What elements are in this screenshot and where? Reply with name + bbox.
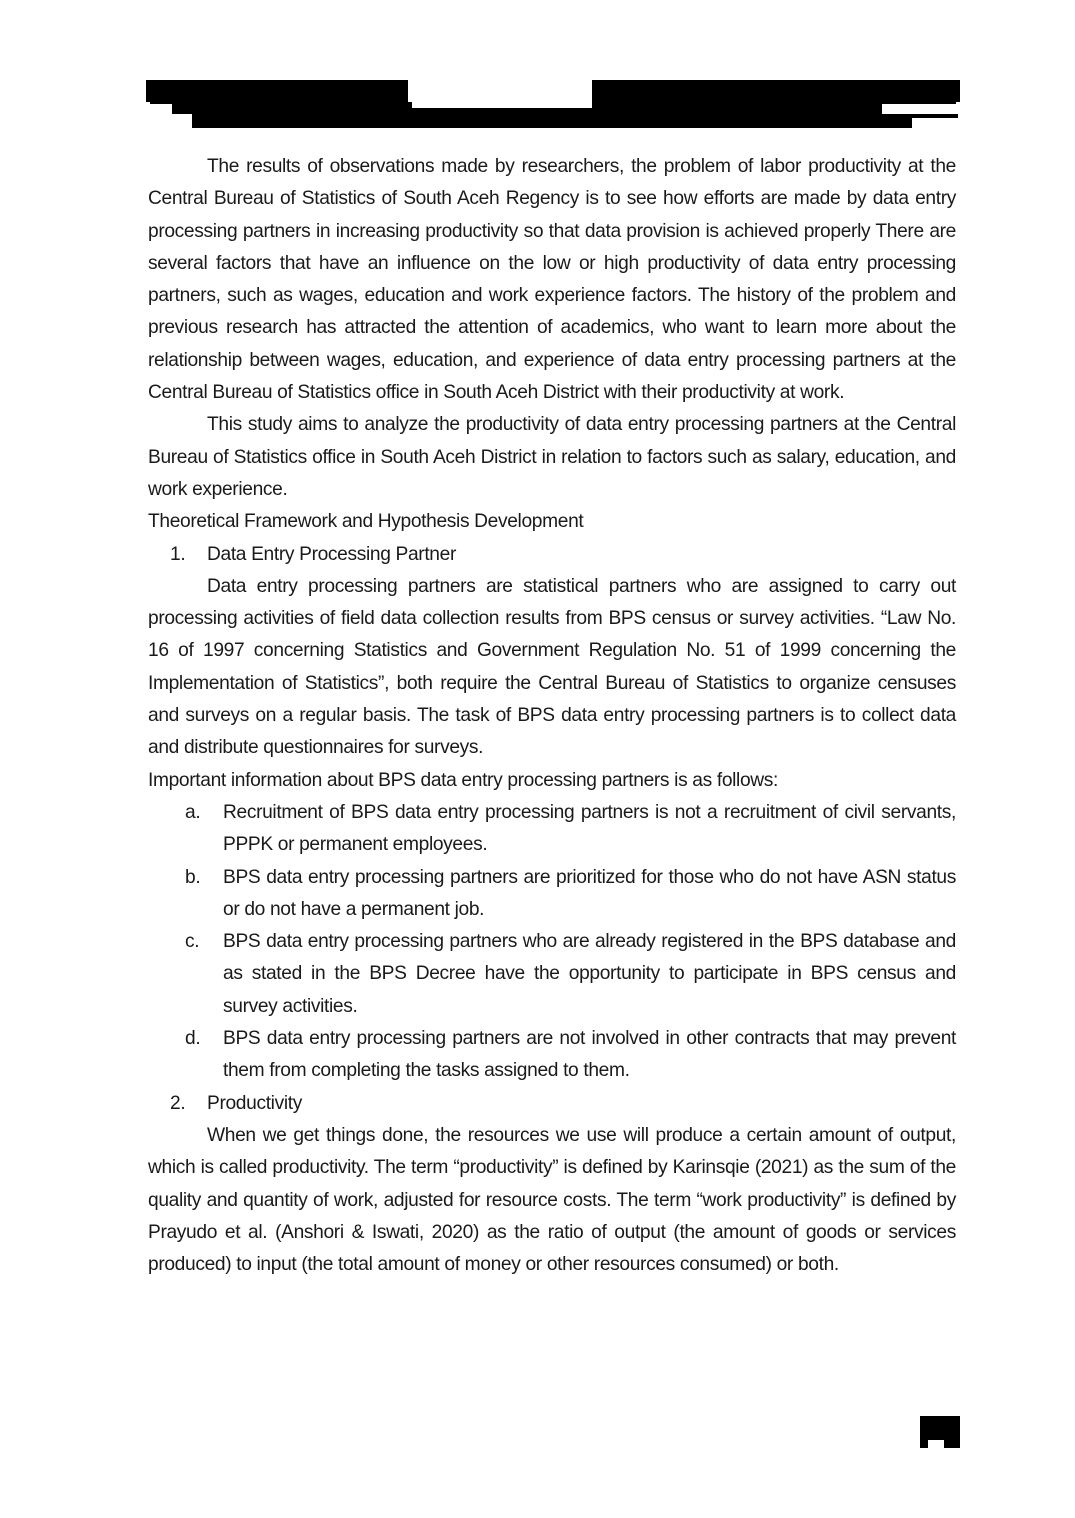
redaction-block <box>910 114 958 118</box>
info-list <box>148 797 956 1088</box>
list-intro: Important information about BPS data entry processing partners is as follows: <box>148 769 779 791</box>
list-marker: d. <box>185 1028 201 1050</box>
subsection-title: Data Entry Processing Partner <box>207 543 456 565</box>
intro-paragraph-2: This study aims to analyze the productivity of data entry processing partners at the Central Bureau of Statistics office in South Aceh District in relation to factors such as salary, education, and work experience. <box>148 414 956 500</box>
redaction-block <box>592 102 882 114</box>
section-heading: Theoretical Framework and Hypothesis Development <box>148 511 584 533</box>
list-item <box>148 1023 956 1088</box>
subsection-2-paragraph: When we get things done, the resources we use will produce a certain amount of output, which is called productivity. The term “productivity” is defined by Karinsqie (2021) as the sum of the quality and quantity of work, adjusted for resource costs. The term “work productivity” is defined by Prayudo et al. (Anshori & Iswati, 2020) as the ratio of output (the amount of goods or services produced) to input (the total amount of money or other resources consumed) or both. <box>148 1124 956 1276</box>
list-marker: b. <box>185 866 201 888</box>
list-item <box>148 797 956 862</box>
list-marker: c. <box>185 931 200 953</box>
intro-paragraph-1: The results of observations made by researchers, the problem of labor productivity at the Central Bureau of Statistics of South Aceh Regency is to see how efforts are made by data entry processing partners in increasing productivity so that data provision is achieved properly There are several factors that have an influence on the low or high productivity of data entry processing partners, such as wages, education and work experience factors. The history of the problem and previous research has attracted the attention of academics, who want to learn more about the relationship between wages, education, and experience of data entry processing partners at the Central Bureau of Statistics office in South Aceh District with their productivity at work. <box>148 156 956 404</box>
list-marker: a. <box>185 801 201 823</box>
list-item-text: BPS data entry processing partners are prioritized for those who do not have ASN status or do not have a permanent job. <box>223 866 956 920</box>
redaction-block <box>172 102 412 114</box>
list-item-text: BPS data entry processing partners who are already registered in the BPS database and as stated in the BPS Decree have the opportunity to participate in BPS census and survey activities. <box>223 931 956 1017</box>
subsection-title: Productivity <box>207 1092 302 1114</box>
subsection-1-paragraph: Data entry processing partners are statistical partners who are assigned to carry out processing activities of field data collection results from BPS census or survey activities. “Law No. 16 of 1997 concerning Statistics and Government Regulation No. 51 of 1999 concerning the Implementation of Statistics”, both require the Central Bureau of Statistics to organize censuses and surveys on a regular basis. The task of BPS data entry processing partners is to collect data and distribute questionnaires for surveys. <box>148 575 956 759</box>
subsection-heading-1 <box>148 539 956 571</box>
page-body <box>148 151 956 1281</box>
redaction-notch <box>928 1440 944 1448</box>
list-item <box>148 926 956 1023</box>
running-header-redacted <box>146 80 960 128</box>
subsection-number: 1. <box>170 543 186 565</box>
list-item-text: BPS data entry processing partners are not involved in other contracts that may prevent them from completing the tasks assigned to them. <box>223 1028 956 1082</box>
subsection-number: 2. <box>170 1092 186 1114</box>
list-item <box>148 862 956 927</box>
page-number-redacted <box>920 1416 960 1448</box>
subsection-heading-2 <box>148 1088 956 1120</box>
redaction-block <box>192 114 912 128</box>
list-item-text: Recruitment of BPS data entry processing partners is not a recruitment of civil servants, PPPK or permanent employees. <box>223 801 956 856</box>
